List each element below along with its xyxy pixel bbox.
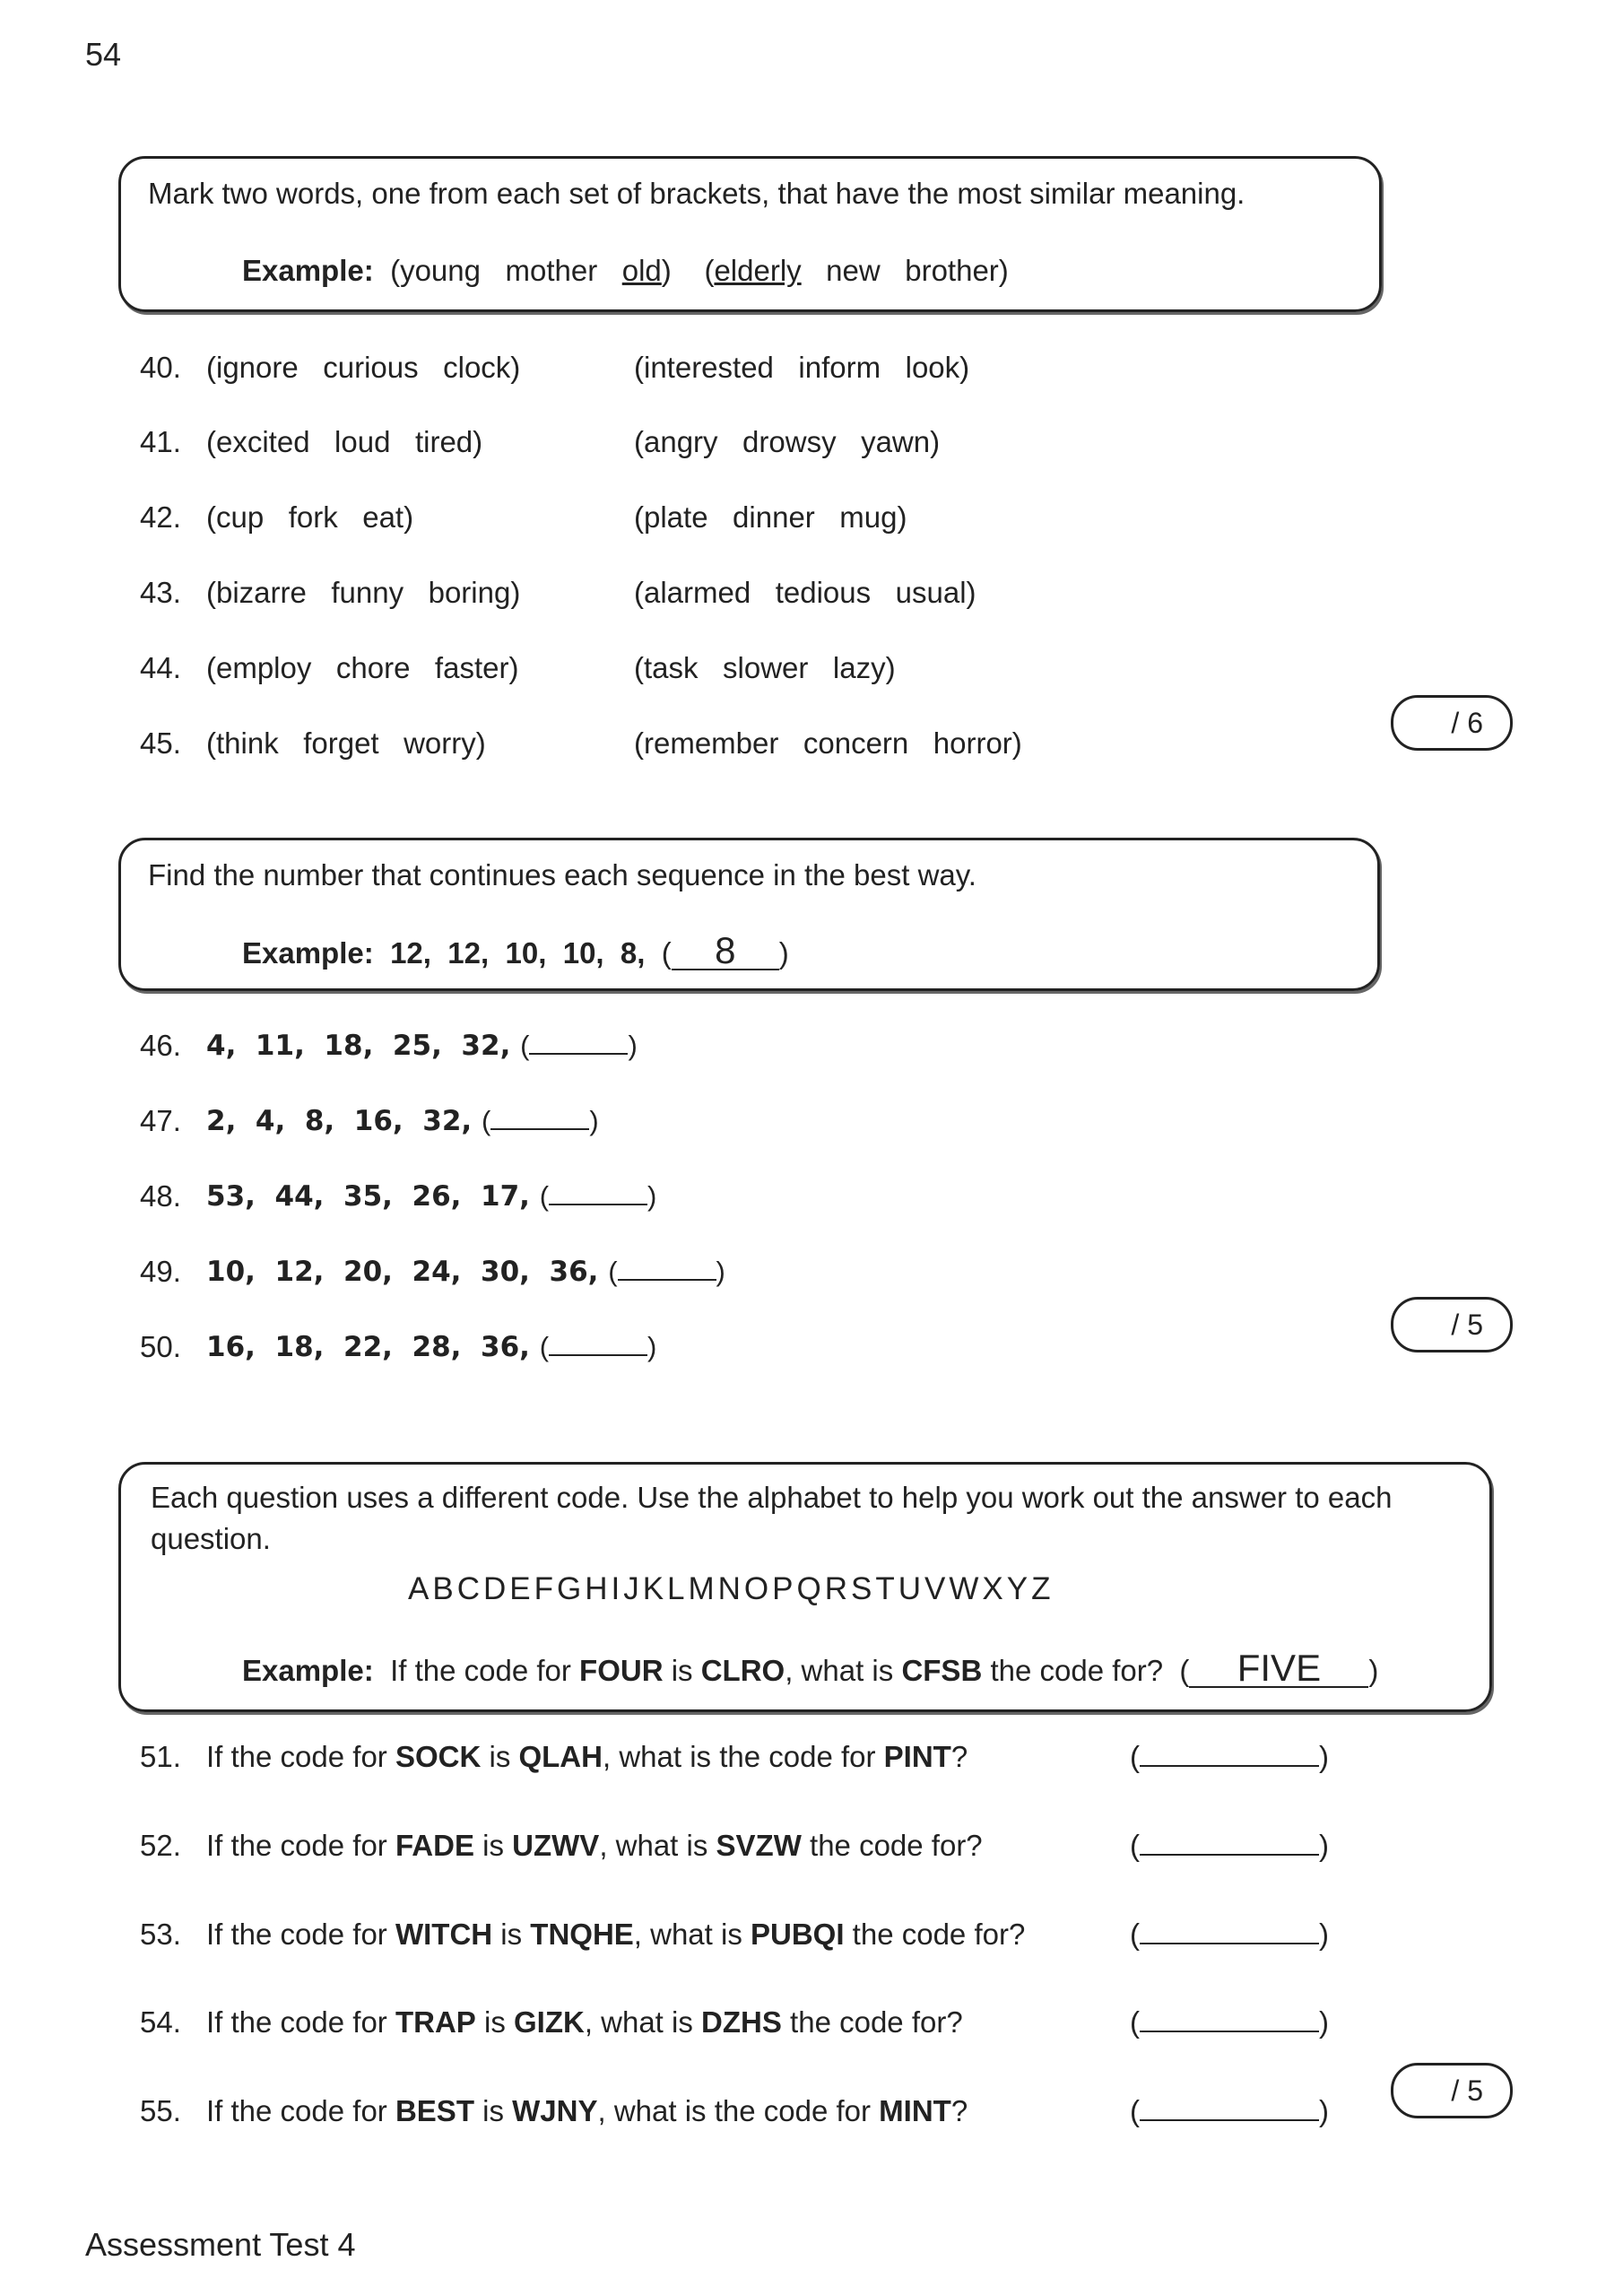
answer-blank[interactable] — [1140, 2005, 1319, 2032]
example-answer: 8 — [672, 933, 779, 970]
example-word: brother — [905, 254, 999, 287]
score-box: / 5 — [1391, 1297, 1513, 1352]
example-answer: FIVE — [1189, 1650, 1368, 1688]
code: CFSB — [901, 1654, 983, 1687]
text: is — [663, 1654, 701, 1687]
question-number: 41. — [140, 425, 181, 458]
word-set-b[interactable]: (plate dinner mug) — [634, 500, 907, 534]
text: the code for? — [982, 1654, 1164, 1687]
question-number: 55. — [140, 2094, 181, 2127]
question-number: 43. — [140, 576, 181, 609]
sequence: 10, 12, 20, 24, 30, 36, — [206, 1256, 599, 1288]
answer-blank[interactable] — [618, 1254, 716, 1281]
question-number: 45. — [140, 726, 181, 760]
example-label: Example: — [242, 254, 374, 287]
question-number: 46. — [140, 1029, 181, 1062]
example: Example: If the code for FOUR is CLRO, what is CFSB the code for? ( FIVE ) — [242, 1647, 1379, 1689]
instruction-text: Mark two words, one from each set of brackets, that have the most similar meaning. — [148, 177, 1245, 210]
question-number: 53. — [140, 1918, 181, 1951]
sequence: 53, 44, 35, 26, 17, — [206, 1180, 530, 1213]
question-number: 44. — [140, 651, 181, 684]
answer-blank[interactable] — [1140, 1740, 1319, 1767]
question-number: 40. — [140, 351, 181, 384]
question-text: If the code for SOCK is QLAH, what is the code for PINT? — [206, 1740, 968, 1773]
answer-blank[interactable] — [490, 1103, 589, 1130]
code: CLRO — [700, 1654, 785, 1687]
text: , what is — [785, 1654, 902, 1687]
page-number: 54 — [85, 36, 122, 73]
answer-blank[interactable] — [549, 1178, 647, 1205]
sequence: 2, 4, 8, 16, 32, — [206, 1105, 473, 1137]
answer-blank[interactable] — [549, 1329, 647, 1356]
question-text: If the code for WITCH is TNQHE, what is PUBQI the code for? — [206, 1918, 1026, 1951]
question-text: If the code for BEST is WJNY, what is the code for MINT? — [206, 2094, 968, 2127]
example-word: new — [826, 254, 881, 287]
word: FOUR — [579, 1654, 664, 1687]
word-set-a[interactable]: (employ chore faster) — [206, 651, 519, 684]
word-set-b[interactable]: (task slower lazy) — [634, 651, 896, 684]
score-box: / 6 — [1391, 695, 1513, 751]
example-word: young — [400, 254, 481, 287]
example-label: Example: — [242, 936, 374, 970]
question-number: 48. — [140, 1179, 181, 1213]
question-number: 54. — [140, 2005, 181, 2039]
word-set-b[interactable]: (angry drowsy yawn) — [634, 425, 941, 458]
instruction-text: Each question uses a different code. Use the alphabet to help you work out the answer to each question. — [151, 1481, 1393, 1555]
example-word: mother — [505, 254, 598, 287]
example-word-answer: elderly — [714, 254, 802, 287]
question-number: 52. — [140, 1829, 181, 1862]
question-number: 51. — [140, 1740, 181, 1773]
text: If the code for — [390, 1654, 580, 1687]
question-text: If the code for TRAP is GIZK, what is DZHS the code for? — [206, 2005, 963, 2039]
question-number: 49. — [140, 1255, 181, 1288]
word-set-a[interactable]: (think forget worry) — [206, 726, 486, 760]
word-set-a[interactable]: (bizarre funny boring) — [206, 576, 521, 609]
example-word-answer: old — [621, 254, 662, 287]
alphabet: ABCDEFGHIJKLMNOPQRSTUVWXYZ — [408, 1571, 1055, 1606]
score-box: / 5 — [1391, 2063, 1513, 2118]
instruction-text: Find the number that continues each sequence in the best way. — [148, 858, 976, 891]
word-set-b[interactable]: (remember concern horror) — [634, 726, 1022, 760]
question-text: If the code for FADE is UZWV, what is SVZW the code for? — [206, 1829, 983, 1862]
example: Example: (young mother old) (elderly new brother) — [242, 254, 1009, 287]
example-sequence: 12, 12, 10, 10, 8, — [390, 936, 646, 970]
answer-blank[interactable] — [1140, 1829, 1319, 1856]
example-label: Example: — [242, 1654, 374, 1687]
sequence: 16, 18, 22, 28, 36, — [206, 1331, 530, 1363]
sequence: 4, 11, 18, 25, 32, — [206, 1030, 511, 1062]
footer-title: Assessment Test 4 — [85, 2226, 356, 2263]
word-set-b[interactable]: (alarmed tedious usual) — [634, 576, 976, 609]
answer-blank[interactable] — [529, 1028, 628, 1055]
word-set-a[interactable]: (excited loud tired) — [206, 425, 483, 458]
question-number: 50. — [140, 1330, 181, 1363]
question-number: 47. — [140, 1104, 181, 1137]
answer-blank[interactable] — [1140, 2094, 1319, 2121]
question-number: 42. — [140, 500, 181, 534]
word-set-a[interactable]: (cup fork eat) — [206, 500, 414, 534]
answer-blank[interactable] — [1140, 1918, 1319, 1944]
word-set-a[interactable]: (ignore curious clock) — [206, 351, 521, 384]
example: Example: 12, 12, 10, 10, 8, ( 8 ) — [242, 929, 789, 971]
word-set-b[interactable]: (interested inform look) — [634, 351, 970, 384]
